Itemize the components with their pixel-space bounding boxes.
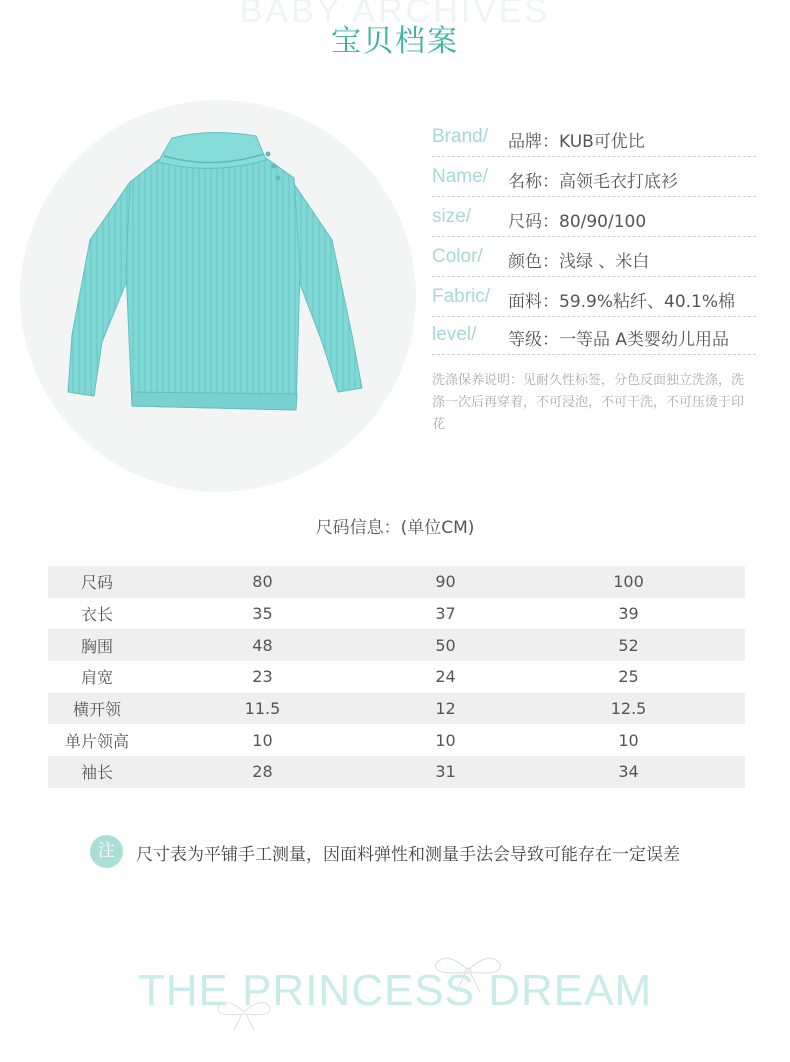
table-row (48, 629, 745, 661)
row-label: 袖长 (48, 756, 146, 788)
table-cell: 12.5 (512, 693, 745, 725)
table-row (48, 661, 745, 693)
info-row-size (432, 196, 756, 237)
row-label: 胸围 (48, 629, 146, 661)
row-label: 衣长 (80, 605, 113, 625)
info-value: 品牌：KUB可优比 (508, 132, 645, 152)
info-label-en: Name/ (432, 166, 488, 187)
table-cell: 100 (512, 566, 745, 598)
background-title: BABY ARCHIVES (239, 0, 551, 30)
info-value: 尺码：80/90/100 (508, 212, 647, 232)
size-table (48, 566, 745, 788)
table-cell: 34 (512, 756, 745, 788)
sweater-image (60, 130, 380, 420)
row-label: 单片领高 (64, 731, 129, 751)
table-cell: 48 (146, 629, 379, 661)
info-row-brand (432, 116, 756, 157)
info-value: 颜色：浅绿 、米白 (508, 252, 650, 272)
table-cell: 23 (252, 667, 273, 687)
info-label-en: Fabric/ (432, 286, 491, 307)
info-value: 名称：高领毛衣打底衫 (508, 172, 678, 192)
table-cell: 80 (146, 566, 379, 598)
info-row-fabric (432, 276, 756, 317)
row-label: 横开领 (48, 693, 146, 725)
table-row (48, 693, 745, 725)
table-cell: 10 (435, 730, 456, 750)
size-table-title: 尺码信息：(单位CM) (315, 518, 475, 538)
page-title: 宝贝档案 (331, 24, 459, 59)
table-cell: 28 (146, 756, 379, 788)
table-cell: 31 (379, 756, 512, 788)
info-label-en: size/ (432, 206, 472, 227)
info-label-en: Color/ (432, 246, 483, 267)
table-row (48, 756, 745, 788)
table-cell: 12 (379, 693, 512, 725)
table-row (48, 598, 745, 630)
table-cell: 24 (435, 667, 456, 687)
table-row (48, 566, 745, 598)
row-label: 肩宽 (80, 668, 113, 688)
table-cell: 50 (379, 629, 512, 661)
info-row-name (432, 156, 756, 197)
care-instructions: 洗涤保养说明：见耐久性标签，分色反面独立洗涤，洗涤一次后再穿着，不可浸泡，不可干洗，不可压烫于印花 (432, 373, 745, 432)
table-cell: 37 (435, 604, 456, 624)
table-cell: 11.5 (146, 693, 379, 725)
info-value: 面料：59.9%粘纤、40.1%棉 (508, 292, 736, 312)
info-label-en: level/ (432, 324, 477, 345)
table-cell: 25 (618, 667, 639, 687)
table-cell: 52 (512, 629, 745, 661)
table-cell: 39 (618, 604, 639, 624)
note-text: 尺寸表为平铺手工测量，因面料弹性和测量手法会导致可能存在一定误差 (136, 845, 680, 865)
table-cell: 10 (618, 730, 639, 750)
note-badge-icon: 注 (90, 835, 123, 868)
table-row (48, 724, 745, 756)
table-cell: 35 (252, 604, 273, 624)
info-row-level (432, 314, 756, 355)
footer-slogan: THE PRINCESS DREAM (137, 966, 653, 1015)
row-label: 尺码 (48, 566, 146, 598)
table-cell: 90 (379, 566, 512, 598)
info-row-color (432, 236, 756, 277)
table-cell: 10 (252, 730, 273, 750)
info-label-en: Brand/ (432, 126, 488, 147)
info-value: 等级：一等品 A类婴幼儿用品 (508, 330, 730, 350)
